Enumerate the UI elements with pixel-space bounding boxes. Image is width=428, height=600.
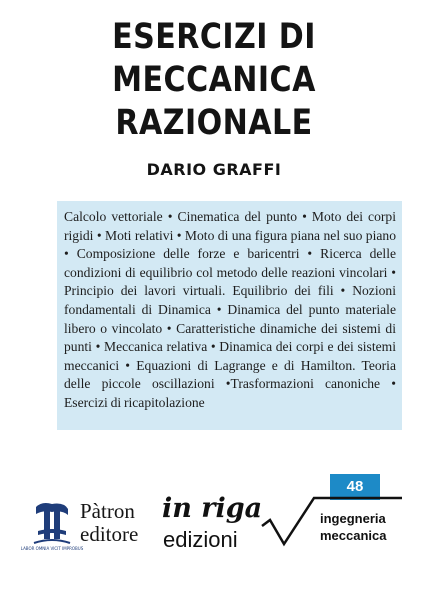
title-line-1: ESERCIZI DI <box>112 17 316 57</box>
topics-box <box>57 201 402 430</box>
patron-logo-icon <box>20 501 84 551</box>
book-title <box>30 16 398 145</box>
series-line-2: meccanica <box>320 528 387 543</box>
topics-text: Calcolo vettoriale • Cinematica del punto • Moto dei corpi rigidi • Moti relativi • Moto di una figura piana nel suo piano • Composizione delle forze e baricentri • Ricerca delle condizioni di equilibrio col metodo delle reazioni vincolari • Principio dei lavori virtuali. Equilibrio dei fili • Nozioni fondamentali di Dinamica • Dinamica del punto materiale libero o vincolato • Caratteristiche dinamiche dei sistemi di punti • Meccanica relativa • Dinamica dei corpi e dei sistemi meccanici • Equazioni di Lagrange e di Hamilton. Teoria delle piccole oscillazioni •Trasformazioni canoniche • Esercizi di ricapitolazione <box>64 209 396 410</box>
series-line-1: ingegneria <box>320 511 386 526</box>
collection-subname: edizioni <box>163 527 238 552</box>
title-line-2: MECCANICA <box>112 60 316 100</box>
publisher-line-1: Pàtron <box>80 499 135 523</box>
author-name: DARIO GRAFFI <box>146 160 282 179</box>
title-line-3: RAZIONALE <box>115 103 313 143</box>
publisher-line-2: editore <box>80 522 139 546</box>
publisher-name <box>80 500 138 546</box>
series-name <box>320 510 387 544</box>
logo-motto: LABOR OMNIA VICIT IMPROBUS <box>20 546 84 551</box>
collection-name: in riga <box>162 493 263 524</box>
volume-number-badge: 48 <box>330 474 380 500</box>
